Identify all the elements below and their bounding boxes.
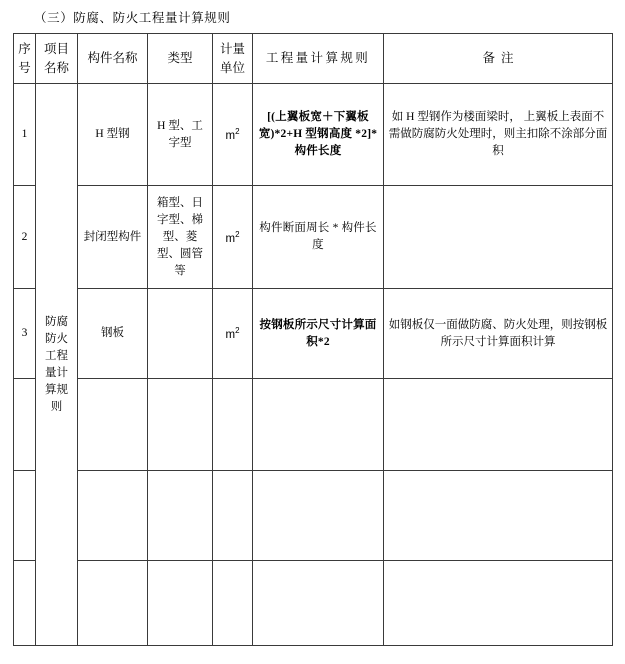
table-row [14, 471, 613, 561]
unit-value: $m^2$ [225, 127, 240, 143]
unit-value: $m^2$ [225, 230, 240, 245]
cell-component-name: 钢板 [78, 289, 148, 379]
cell-component-name [78, 471, 148, 561]
cell-rule: 按钢板所示尺寸计算面积*2 [253, 289, 384, 379]
cell-type [148, 471, 213, 561]
quantity-calculation-rules-table [13, 33, 613, 646]
table-row [14, 289, 613, 379]
cell-component-name [78, 379, 148, 471]
cell-type: H 型、工字型 [148, 84, 213, 186]
cell-component-name: H 型钢 [78, 84, 148, 186]
cell-component-name: 封闭型构件 [78, 186, 148, 289]
header-type: 类型 [148, 34, 213, 84]
cell-note: 如 H 型钢作为楼面梁时， 上翼板上表面不需做防腐防火处理时，则主扣除不涂部分面积 [384, 84, 613, 186]
cell-rule [253, 379, 384, 471]
cell-unit [213, 289, 253, 379]
header-rule-label: 工程量计算规则 [265, 51, 371, 65]
cell-rule: [(上翼板宽＋下翼板宽)*2+H 型钢高度 *2]* 构件长度 [253, 84, 384, 186]
cell-seq [14, 471, 36, 561]
table-row [14, 84, 613, 186]
cell-project-name-merged: 防腐防火工程量计算规则 [36, 84, 78, 646]
unit-value: $m^2$ [225, 326, 240, 342]
cell-seq: 1 [14, 84, 36, 186]
table-row [14, 561, 613, 646]
table-header-row [14, 34, 613, 84]
header-project-name: 项目名称 [36, 34, 78, 84]
cell-rule [253, 471, 384, 561]
cell-unit [213, 379, 253, 471]
cell-seq: 3 [14, 289, 36, 379]
cell-note [384, 471, 613, 561]
header-note [384, 34, 613, 84]
cell-unit [213, 471, 253, 561]
cell-type [148, 561, 213, 646]
header-unit: 计量单位 [213, 34, 253, 84]
cell-type [148, 379, 213, 471]
header-note-label: 备注 [482, 51, 520, 65]
cell-unit [213, 84, 253, 186]
cell-rule: 构件断面周长 * 构件长度 [253, 186, 384, 289]
header-seq: 序号 [14, 34, 36, 84]
cell-note [384, 379, 613, 471]
cell-note [384, 186, 613, 289]
cell-seq [14, 561, 36, 646]
table-row [14, 186, 613, 289]
cell-component-name [78, 561, 148, 646]
cell-seq [14, 379, 36, 471]
table-row [14, 379, 613, 471]
cell-rule [253, 561, 384, 646]
cell-unit [213, 561, 253, 646]
cell-note [384, 561, 613, 646]
cell-unit [213, 186, 253, 289]
cell-type [148, 289, 213, 379]
cell-type: 箱型、日字型、梯型、菱型、圆管等 [148, 186, 213, 289]
header-rule [253, 34, 384, 84]
header-component-name: 构件名称 [78, 34, 148, 84]
cell-seq: 2 [14, 186, 36, 289]
cell-note: 如钢板仅一面做防腐、防火处理，则按钢板所示尺寸计算面积计算 [384, 289, 613, 379]
page-title: （三）防腐、防火工程量计算规则 [34, 11, 231, 25]
